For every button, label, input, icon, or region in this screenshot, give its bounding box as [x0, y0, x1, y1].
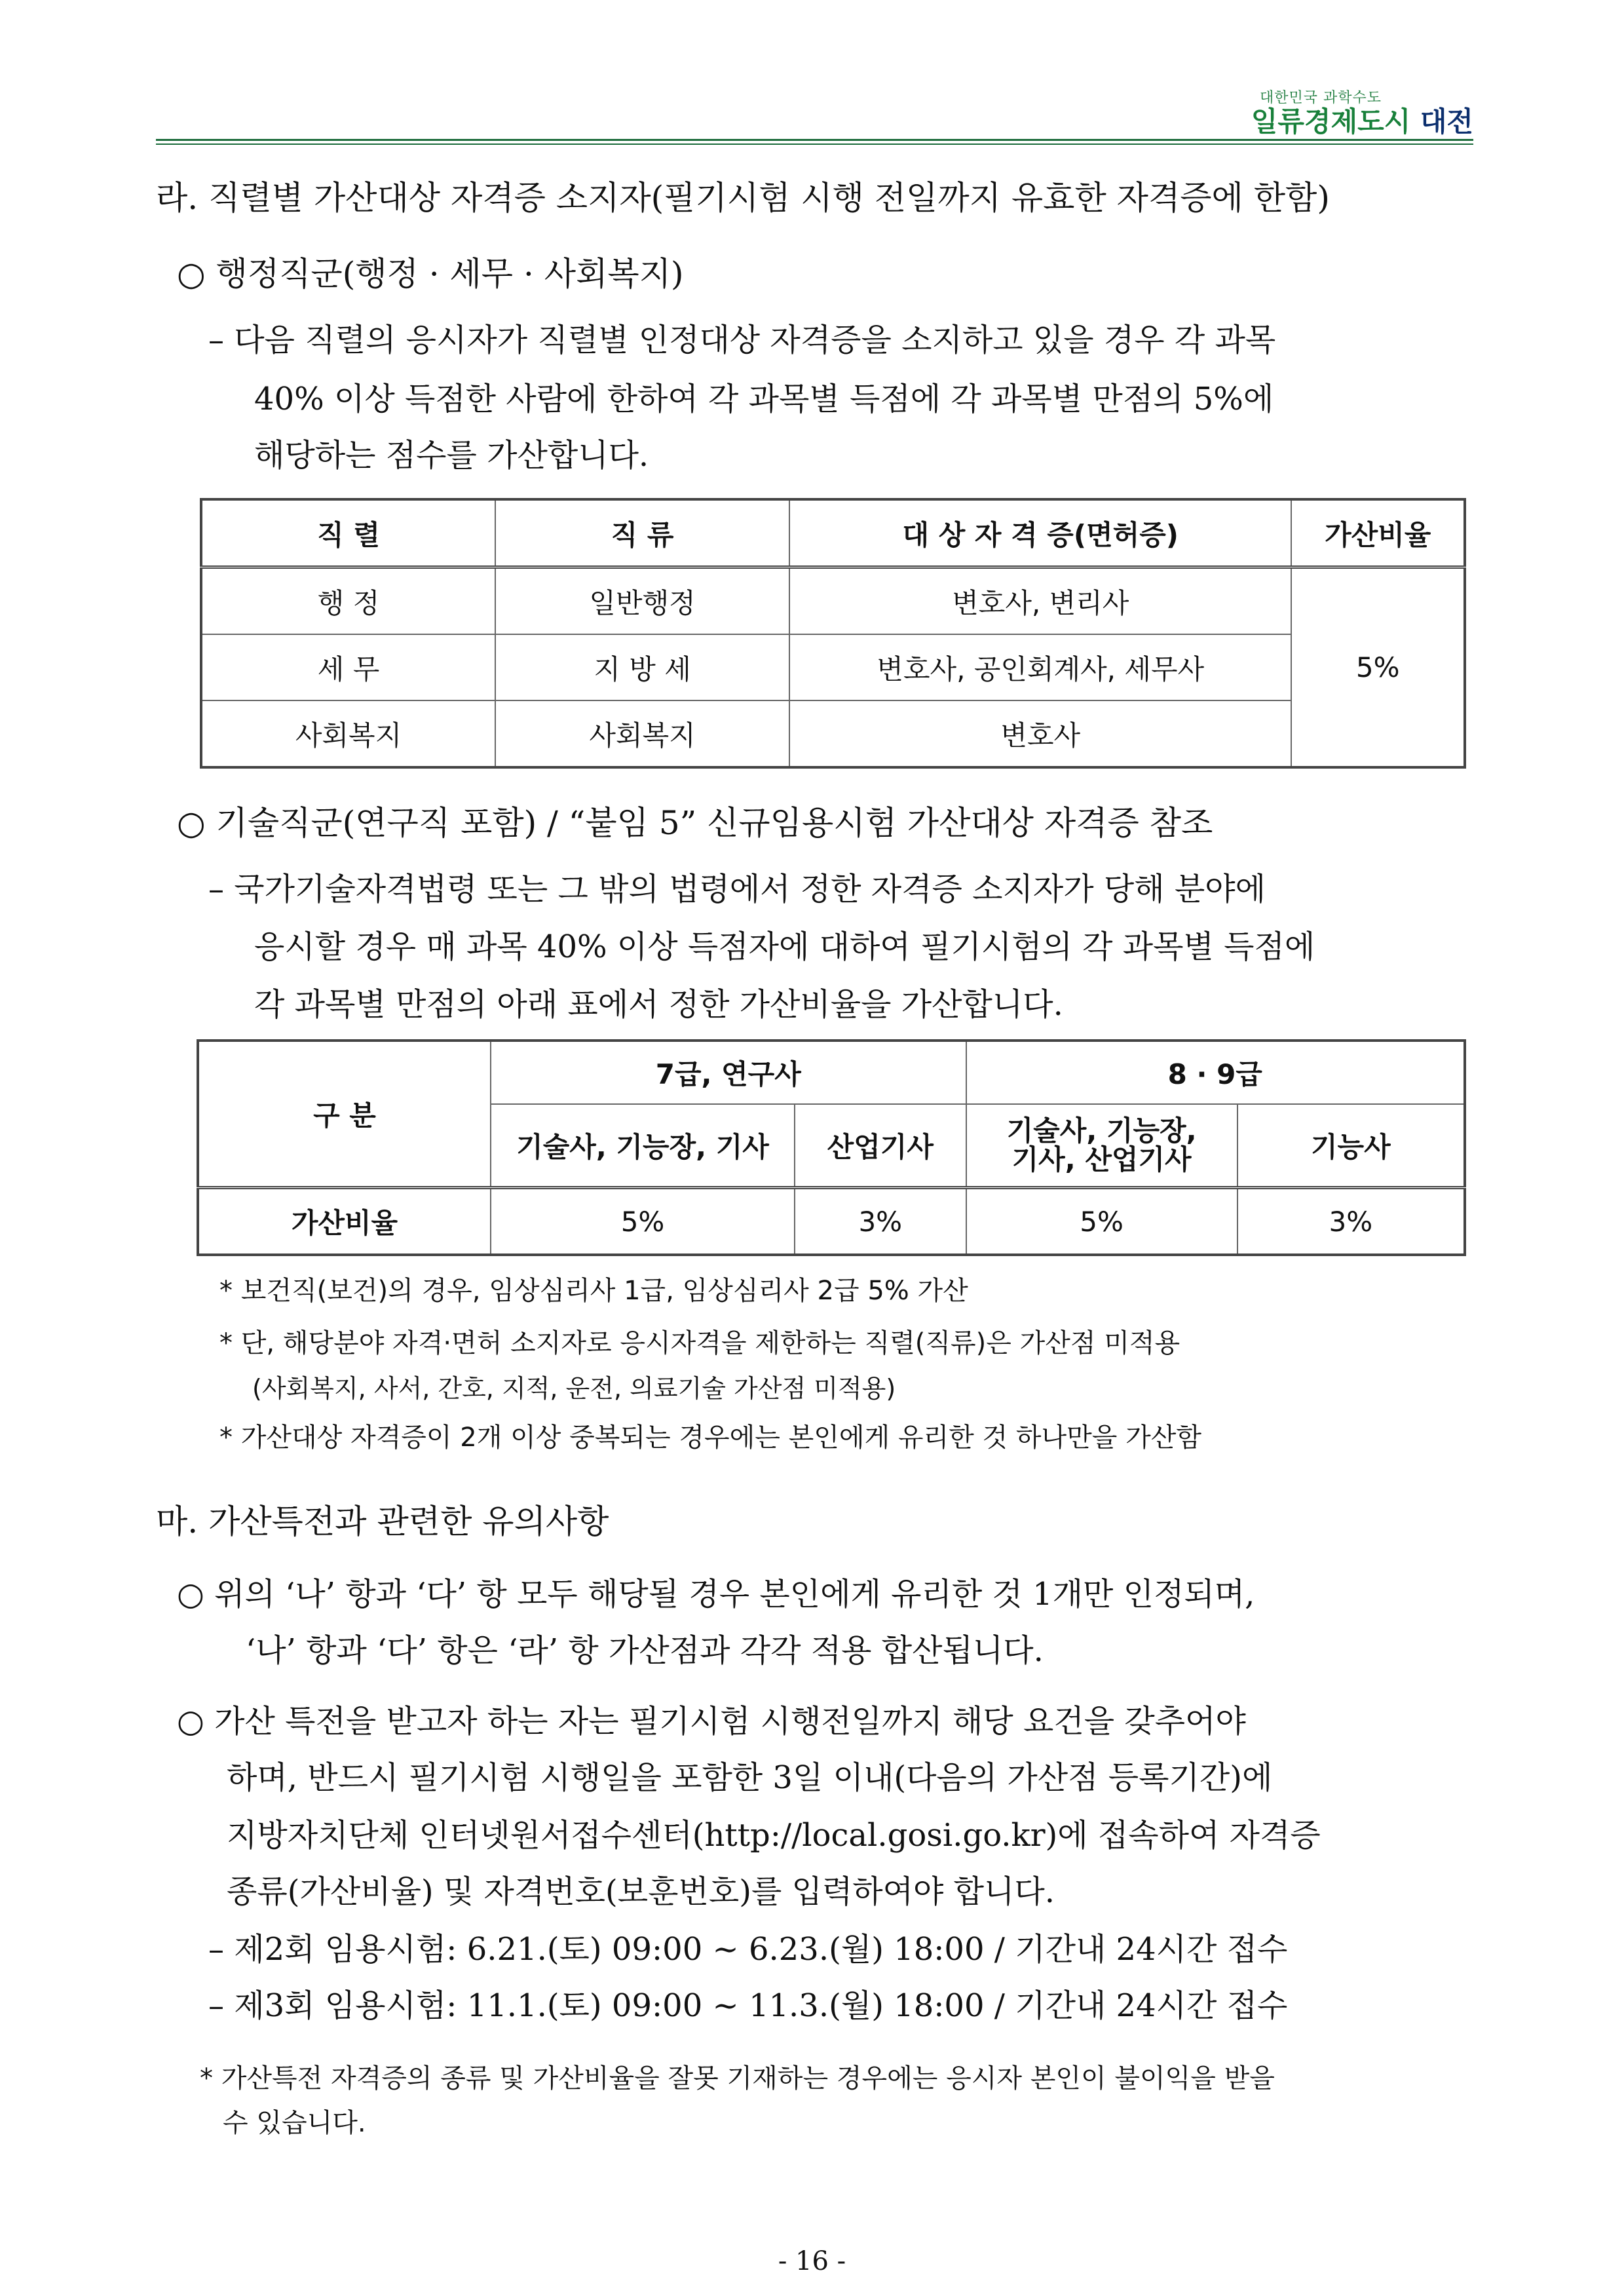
header-logo: [1251, 86, 1473, 137]
row-header-category: 구 분: [198, 1041, 491, 1188]
cell-license: 변호사, 변리사: [789, 567, 1291, 635]
cell-series: 사회복지: [201, 700, 495, 767]
tech-bonus-table: [197, 1039, 1466, 1256]
cell-class: 지 방 세: [495, 634, 789, 700]
rate-label: 가산비율: [198, 1188, 491, 1255]
ma-note-line-2: 수 있습니다.: [223, 2108, 366, 2138]
col-header-rate: 가산비율: [1291, 499, 1465, 567]
table-row: [201, 700, 1465, 767]
admin-desc-line-1: – 다음 직렬의 응시자가 직렬별 인정대상 자격증을 소지하고 있을 경우 각 과목: [208, 322, 1276, 358]
ma-item2-line-3: 지방자치단체 인터넷원서접수센터(http://local.gosi.go.kr)에 접속하여 자격증: [227, 1817, 1321, 1854]
note-2: * 단, 해당분야 자격·면허 소지자로 응시자격을 제한하는 직렬(직류)은 가산점 미적용: [219, 1328, 1180, 1358]
group-header-89: 8 · 9급: [966, 1041, 1465, 1104]
sub-header-technician: 기능사: [1237, 1104, 1465, 1188]
tech-desc-line-1: – 국가기술자격법령 또는 그 밖의 법령에서 정한 자격증 소지자가 당해 분야에: [208, 871, 1266, 908]
tech-desc-line-3: 각 과목별 만점의 아래 표에서 정한 가산비율을 가산합니다.: [254, 986, 1063, 1023]
logo-city-text: 대전: [1420, 105, 1473, 138]
tech-desc-line-2: 응시할 경우 매 과목 40% 이상 득점자에 대하여 필기시험의 각 과목별 득점에: [254, 928, 1315, 965]
sub-header-combined-line-1: 기술사, 기능장,: [1006, 1115, 1197, 1147]
ma-note-line-1: * 가산특전 자격증의 종류 및 가산비율을 잘못 기재하는 경우에는 응시자 본인이 불이익을 받을: [200, 2063, 1275, 2094]
page-number: - 16 -: [778, 2246, 846, 2276]
header-rule: [156, 139, 1473, 145]
ma-item1-line-1: ○ 위의 ‘나’ 항과 ‘다’ 항 모두 해당될 경우 본인에게 유리한 것 1개만 인정되며,: [177, 1576, 1255, 1613]
admin-desc-line-3: 해당하는 점수를 가산합니다.: [254, 437, 649, 474]
col-header-class: 직 류: [495, 499, 789, 567]
section-ma-title: 마. 가산특전과 관련한 유의사항: [156, 1502, 609, 1540]
rate-cell: 3%: [795, 1188, 966, 1255]
cell-license: 변호사, 공인회계사, 세무사: [789, 634, 1291, 700]
cell-class: 사회복지: [495, 700, 789, 767]
cell-series: 행 정: [201, 567, 495, 635]
cell-class: 일반행정: [495, 567, 789, 635]
table-row: [201, 634, 1465, 700]
rate-cell: 5%: [491, 1188, 795, 1255]
note-3: * 가산대상 자격증이 2개 이상 중복되는 경우에는 본인에게 유리한 것 하나만을 가산함: [219, 1423, 1202, 1453]
sub-header-combined: [966, 1104, 1237, 1188]
rate-cell: 5%: [966, 1188, 1237, 1255]
group-header-7: 7급, 연구사: [491, 1041, 966, 1104]
table-header-row: [201, 499, 1465, 567]
ma-item2-line-4: 종류(가산비율) 및 자격번호(보훈번호)를 입력하여야 합니다.: [227, 1873, 1055, 1910]
table-row: [198, 1188, 1465, 1255]
logo-title: [1251, 107, 1473, 137]
sub-header-combined-line-2: 기사, 산업기사: [1011, 1143, 1192, 1176]
cell-series: 세 무: [201, 634, 495, 700]
admin-desc-line-2: 40% 이상 득점한 사람에 한하여 각 과목별 득점에 각 과목별 만점의 5%에: [254, 381, 1274, 417]
col-header-series: 직 렬: [201, 499, 495, 567]
cell-rate: 5%: [1291, 567, 1465, 768]
ma-item2-line-2: 하며, 반드시 필기시험 시행일을 포함한 3일 이내(다음의 가산점 등록기간)에: [227, 1759, 1273, 1796]
note-2-detail: (사회복지, 사서, 간호, 지적, 운전, 의료기술 가산점 미적용): [252, 1374, 896, 1403]
table-row: [201, 567, 1465, 635]
tech-bullet: ○ 기술직군(연구직 포함) / “붙임 5” 신규임용시험 가산대상 자격증 참조: [177, 804, 1213, 842]
logo-main-text: 일류경제도시: [1251, 105, 1411, 138]
rate-cell: 3%: [1237, 1188, 1465, 1255]
admin-bullet: ○ 행정직군(행정 · 세무 · 사회복지): [177, 255, 684, 293]
ma-item1-line-2: ‘나’ 항과 ‘다’ 항은 ‘라’ 항 가산점과 각각 적용 합산됩니다.: [246, 1632, 1044, 1669]
note-1: * 보건직(보건)의 경우, 임상심리사 1급, 임상심리사 2급 5% 가산: [219, 1276, 968, 1306]
ma-item2-line-1: ○ 가산 특전을 받고자 하는 자는 필기시험 시행전일까지 해당 요건을 갖추어야: [177, 1703, 1246, 1740]
logo-subtitle: 대한민국 과학수도: [1259, 90, 1382, 106]
sub-header-engineer: 기술사, 기능장, 기사: [491, 1104, 795, 1188]
schedule-round-3: – 제3회 임용시험: 11.1.(토) 09:00 ~ 11.3.(월) 18:00 / 기간내 24시간 접수: [208, 1987, 1288, 2024]
admin-bonus-table: [200, 498, 1466, 769]
schedule-round-2: – 제2회 임용시험: 6.21.(토) 09:00 ~ 6.23.(월) 18:00 / 기간내 24시간 접수: [208, 1931, 1288, 1968]
col-header-license: 대 상 자 격 증(면허증): [789, 499, 1291, 567]
section-ra-title: 라. 직렬별 가산대상 자격증 소지자(필기시험 시행 전일까지 유효한 자격증에 한함): [156, 179, 1330, 217]
sub-header-industrial: 산업기사: [795, 1104, 966, 1188]
cell-license: 변호사: [789, 700, 1291, 767]
table-header-row: [198, 1041, 1465, 1104]
